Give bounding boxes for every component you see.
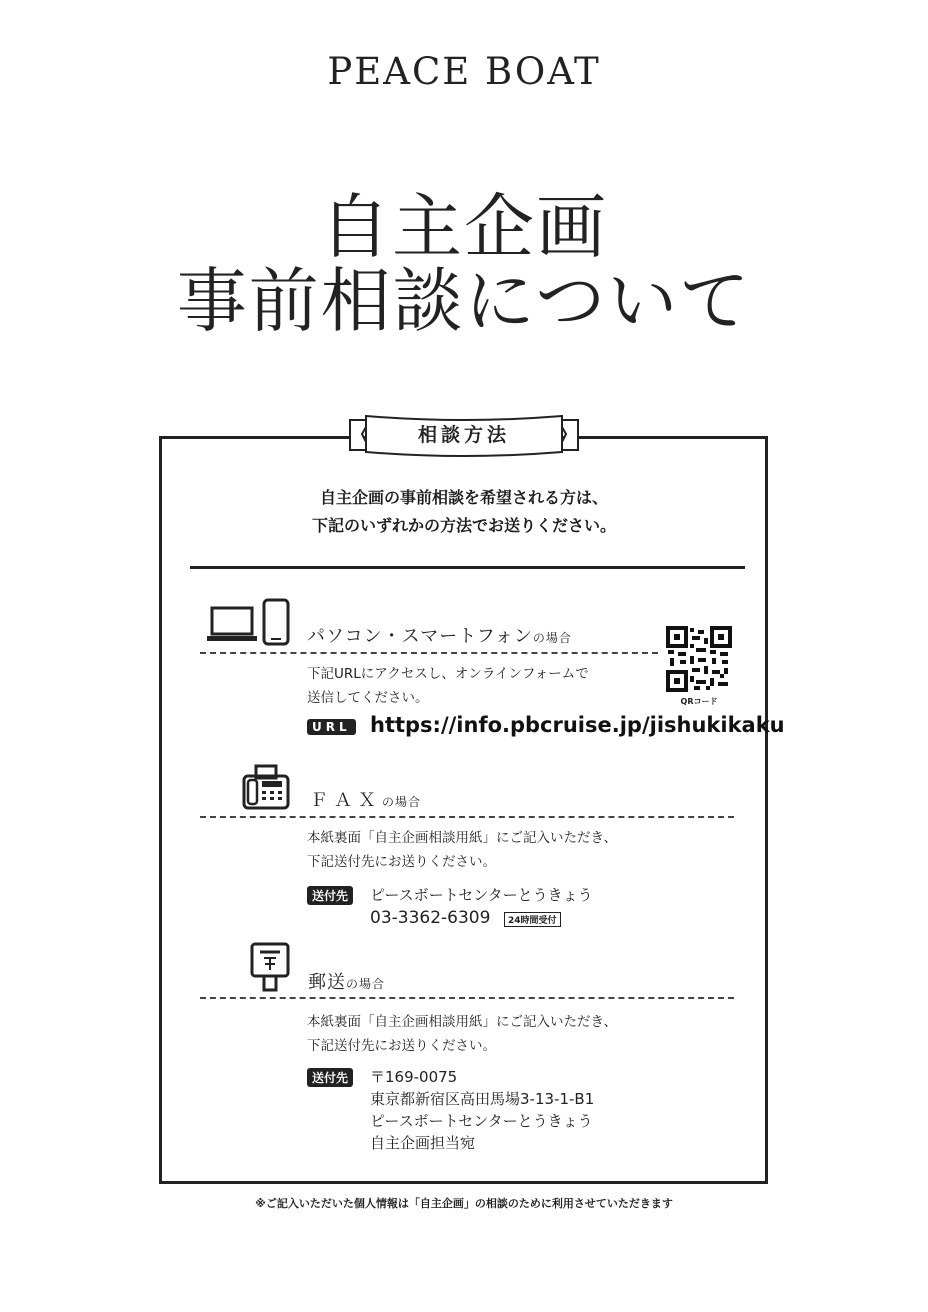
street-address: 東京都新宿区高田馬場3-13-1-B1 [370, 1090, 595, 1108]
fax-recipient: ピースボートセンターとうきょう [370, 886, 593, 904]
mail-instruction-line2: 下記送付先にお送りください。 [307, 1038, 496, 1054]
smartphone-icon [262, 598, 290, 646]
mail-send-to-tag: 送付先 [307, 1068, 353, 1087]
form-url-link[interactable]: https://info.pbcruise.jp/jishukikaku [370, 713, 785, 737]
ribbon-label: 相談方法 [417, 424, 510, 446]
mail-instruction-line1: 本紙裏面「自主企画相談用紙」にご記入いただき、 [307, 1014, 617, 1030]
online-dashed-divider [200, 652, 658, 654]
qr-caption: QRコード [680, 697, 718, 706]
page-title-line1: 自主企画 [320, 186, 608, 268]
qr-code-icon [666, 626, 732, 692]
fax-instruction-line2: 下記送付先にお送りください。 [307, 854, 496, 870]
hours-badge: 24時間受付 [504, 912, 561, 927]
intro-line1: 自主企画の事前相談を希望される方は、 [319, 488, 608, 507]
postal-code: 〒169-0075 [370, 1068, 458, 1086]
mail-recipient: ピースボートセンターとうきょう [370, 1112, 593, 1130]
privacy-note: ※ご記入いただいた個人情報は「自主企画」の相談のために利用させていただきます [255, 1197, 673, 1210]
fax-send-to-tag: 送付先 [307, 886, 353, 905]
fax-instruction-line1: 本紙裏面「自主企画相談用紙」にご記入いただき、 [307, 830, 617, 846]
fax-number: 03-3362-6309 [370, 908, 491, 928]
online-instruction-line2: 送信してください。 [307, 690, 429, 706]
fax-dashed-divider [200, 816, 734, 818]
online-instruction-line1: 下記URLにアクセスし、オンラインフォームで [307, 666, 589, 682]
mail-attention: 自主企画担当宛 [370, 1134, 476, 1152]
laptop-icon [206, 604, 258, 644]
online-section-title: パソコン・スマートフォンの場合 [307, 626, 572, 647]
fax-section-title: ＦＡＸの場合 [310, 790, 422, 811]
mail-dashed-divider [200, 997, 734, 999]
fax-machine-icon [242, 764, 290, 810]
peace-boat-logo: PEACE BOAT [327, 50, 601, 93]
postbox-icon [250, 942, 290, 992]
consultation-methods-panel [159, 436, 768, 1184]
intro-line2: 下記のいずれかの方法でお送りください。 [311, 516, 616, 535]
page-title-line2: 事前相談について [176, 260, 752, 342]
url-tag: URL [307, 719, 356, 735]
divider [190, 566, 745, 569]
mail-section-title: 郵送の場合 [308, 972, 386, 993]
